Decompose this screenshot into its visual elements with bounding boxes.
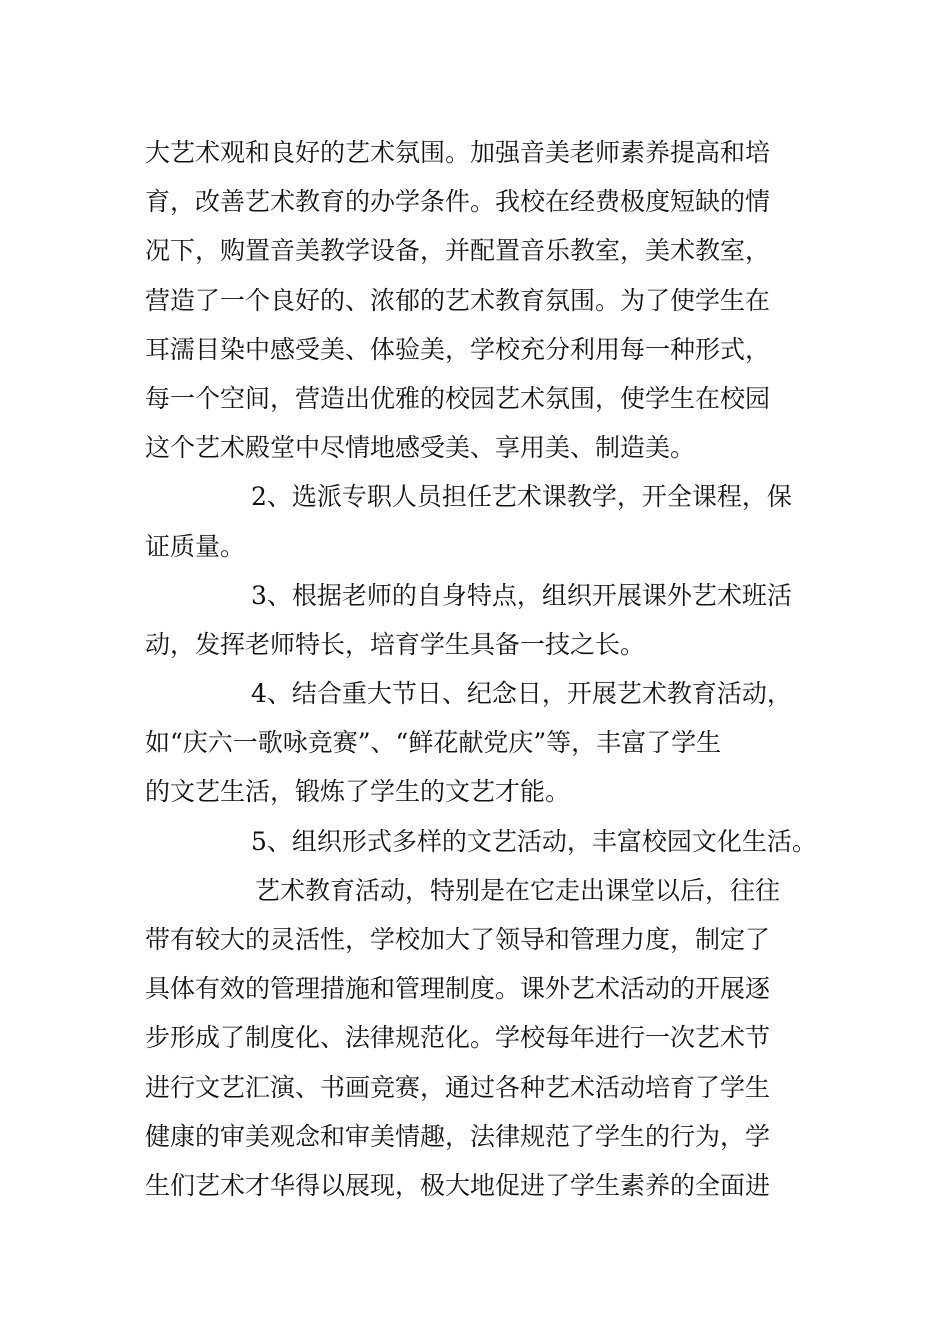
text-line: 这个艺术殿堂中尽情地感受美、享用美、制造美。 (145, 433, 696, 463)
text-line: 证质量。 (145, 531, 246, 561)
text-line: 动，发挥老师特长，培育学生具备一技之长。 (145, 629, 646, 659)
text-line: 具体有效的管理措施和管理制度。课外艺术活动的开展逐 (145, 974, 771, 1004)
list-item-2: 2、选派专职人员担任艺术课教学，开全课程，保 (251, 482, 792, 512)
text-line: 如“庆六一歌咏竞赛”、“鲜花献党庆”等，丰富了学生 (145, 728, 722, 758)
text-line: 每一个空间，营造出优雅的校园艺术氛围，使学生在校园 (145, 383, 771, 413)
text-line: 大艺术观和良好的艺术氛围。加强音美老师素养提高和培 (145, 138, 771, 167)
text-line: 带有较大的灵活性，学校加大了领导和管理力度，制定了 (145, 925, 771, 954)
text-line: 进行文艺汇演、书画竞赛，通过各种艺术活动培育了学生 (145, 1072, 771, 1102)
list-item-5: 5、组织形式多样的文艺活动，丰富校园文化生活。 (251, 826, 817, 856)
text-line: 育，改善艺术教育的办学条件。我校在经费极度短缺的情 (145, 187, 771, 217)
text-line: 营造了一个良好的、浓郁的艺术教育氛围。为了使学生在 (145, 285, 771, 315)
paragraph-start: 艺术教育活动，特别是在它走出课堂以后，往往 (255, 875, 781, 905)
document-body (145, 128, 817, 1210)
text-line: 耳濡目染中感受美、体验美，学校充分利用每一种形式， (145, 334, 771, 364)
list-item-3: 3、根据老师的自身特点，组织开展课外艺术班活 (251, 580, 792, 610)
text-line: 步形成了制度化、法律规范化。学校每年进行一次艺术节 (145, 1023, 771, 1053)
text-line: 的文艺生活，锻炼了学生的文艺才能。 (145, 777, 571, 807)
text-line: 健康的审美观念和审美情趣，法律规范了学生的行为，学 (145, 1121, 771, 1151)
text-line: 况下，购置音美教学设备，并配置音乐教室，美术教室， (145, 236, 771, 266)
list-item-4: 4、结合重大节日、纪念日，开展艺术教育活动， (251, 679, 792, 709)
text-line: 生们艺术才华得以展现，极大地促进了学生素养的全面进 (145, 1170, 771, 1200)
